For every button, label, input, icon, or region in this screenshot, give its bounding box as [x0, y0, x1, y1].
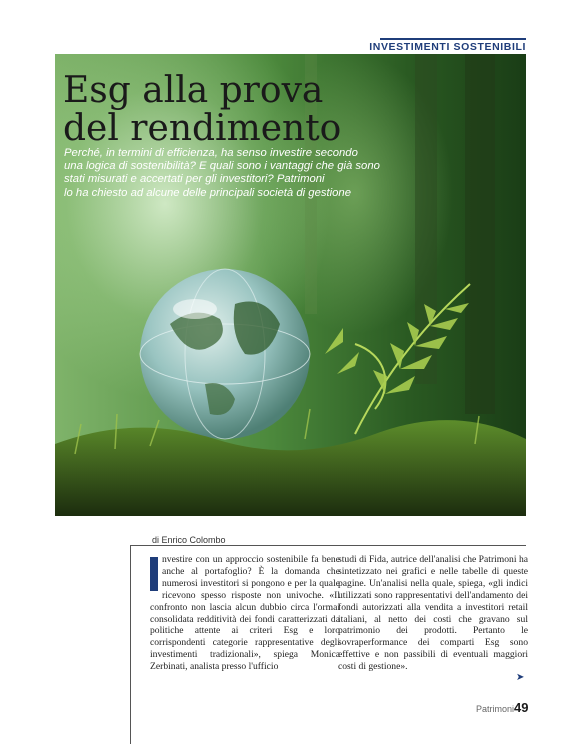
- article-title: Esg alla prova del rendimento: [63, 70, 342, 149]
- byline-rule: [130, 545, 526, 546]
- magazine-name: Patrimoni: [476, 704, 515, 714]
- section-label: INVESTIMENTI SOSTENIBILI: [369, 41, 526, 53]
- arrow-right-icon: ➤: [516, 672, 525, 683]
- hero-image: [55, 54, 526, 516]
- page-number: 49: [514, 700, 529, 715]
- article-subtitle: Perché, in termini di efficienza, ha senso investire secondo una logica di sostenibilità? E quali sono i vantaggi che già sono stati misurati e accertati per gli investitori? Patrimoni lo ha chiesto ad alcune delle principali società di gestione: [64, 147, 380, 199]
- body-column-2: [338, 554, 528, 673]
- drop-cap: [150, 557, 158, 591]
- byline: di Enrico Colombo: [152, 535, 226, 545]
- body-text-1: nvestire con un approccio sostenibile fa bene anche al portafoglio? È la domanda che numerosi investitori si pongono e per la quale ricevono spesso risposte non univoche. «Il confronto non lascia alcun dubbio circa l'ormai consolidata redditività dei fondi caratterizzati da politiche attente ai criteri Esg e loro corrispondenti categorie rappresentative degli investimenti tradizionali», spiega Monica Zerbinati, analista presso l'ufficio: [150, 554, 340, 673]
- body-column-1: [150, 554, 340, 673]
- column-rule: [130, 545, 131, 744]
- body-text-2: studi di Fida, autrice dell'analisi che Patrimoni ha sintetizzato nei grafici e nelle tabelle di queste pagine. Un'analisi nella quale, spiega, «gli indici utilizzati sono rappresentativi dell'andamento dei fondi autorizzati alla vendita a investitori retail italiani, al netto dei costi che gravano sul patrimonio dei prodotti. Pertanto le sovraperformance dei comparti Esg sono effettive e non passibili di eventuali maggiori costi di gestione».: [338, 554, 528, 673]
- section-rule: [380, 38, 526, 40]
